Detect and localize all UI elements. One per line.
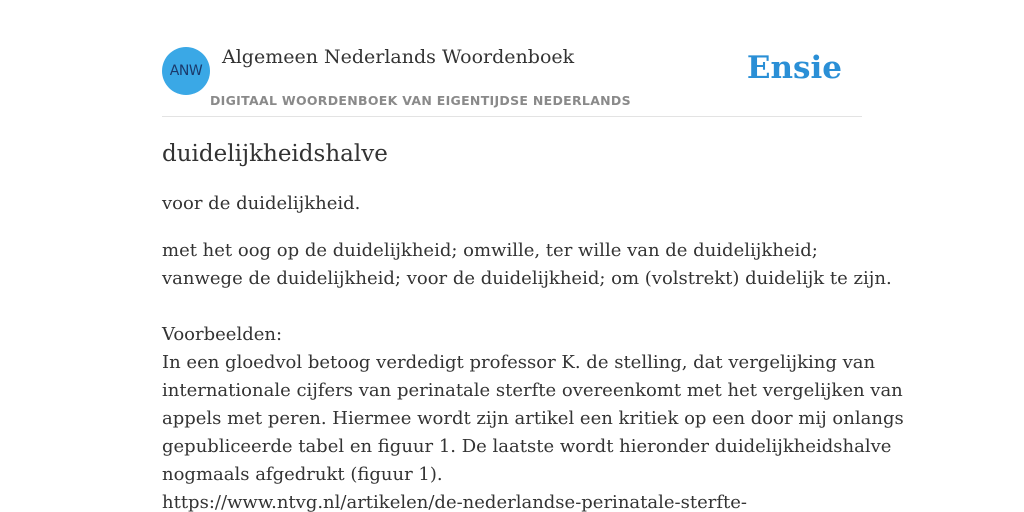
example-line: nogmaals afgedrukt (figuur 1).	[162, 464, 443, 485]
ensie-logo[interactable]: Ensie	[746, 50, 842, 86]
example-line: gepubliceerde tabel en figuur 1. De laatste wordt hieronder duidelijkheidshalve	[162, 436, 892, 457]
examples-heading: Voorbeelden:	[162, 324, 283, 345]
definition: voor de duidelijkheid.	[162, 193, 361, 214]
description-line: met het oog op de duidelijkheid; omwille, ter wille van de duidelijkheid;	[162, 240, 818, 261]
example-line: internationale cijfers van perinatale sterfte overeenkomt met het vergelijken van	[162, 380, 903, 401]
description	[162, 237, 892, 293]
dictionary-subtitle: DIGITAAL WOORDENBOEK VAN EIGENTIJDSE NEDERLANDS	[210, 93, 631, 108]
example-line: appels met peren. Hiermee wordt zijn artikel een kritiek op een door mij onlangs	[162, 408, 904, 429]
entry-content	[162, 138, 904, 512]
anw-logo[interactable]: ANW	[162, 47, 210, 95]
example-source-url: https://www.ntvg.nl/artikelen/de-nederlandse-perinatale-sterfte-	[162, 492, 747, 512]
headword: duidelijkheidshalve	[162, 141, 388, 167]
site-header	[162, 40, 862, 117]
dictionary-title[interactable]: Algemeen Nederlands Woordenboek	[222, 46, 575, 68]
examples	[162, 321, 904, 512]
example-line: In een gloedvol betoog verdedigt professor K. de stelling, dat vergelijking van	[162, 352, 876, 373]
description-line: vanwege de duidelijkheid; voor de duidelijkheid; om (volstrekt) duidelijk te zijn.	[162, 268, 892, 289]
